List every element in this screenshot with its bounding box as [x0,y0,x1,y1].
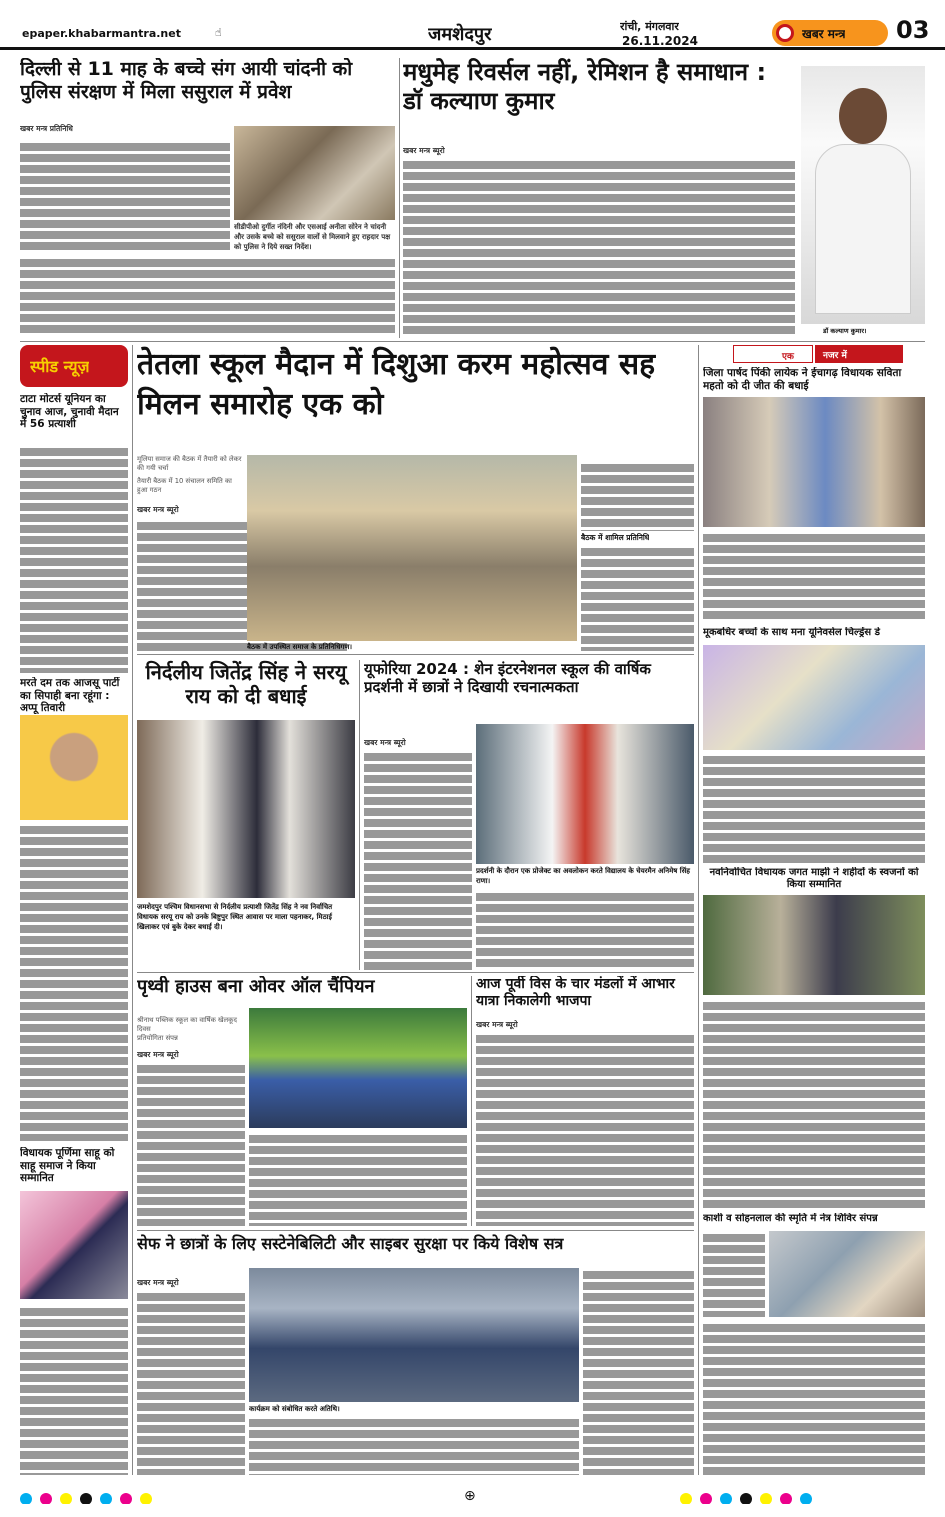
bullet-1: श्रीनाथ पब्लिक स्कूल का वार्षिक खेलकूद दिवस [137,1016,237,1033]
appu-tiwari-photo [20,715,128,820]
body-text-2 [20,256,395,336]
dots-left [20,1490,160,1504]
r4-photo [769,1231,925,1317]
speed-body-3 [20,1305,128,1475]
photo-caption: सीडीपीओ दुर्गीत नंदिनी और एसआई अनीता सोरेन ने चांदनी और उसके बच्चे को ससुराल वालों से मिलवाने हुए राह़दार पक्ष को पुलिस ने दिये सख्त निर्देश। [234,223,391,251]
r1-photo [703,397,925,527]
byline: खबर मन्त्र ब्यूरो [403,146,445,155]
edition-name: जमशेदपुर [428,24,492,45]
body-text [476,1032,694,1226]
felicitation-photo [137,720,355,898]
masthead [0,0,945,50]
body-text-2 [249,1416,579,1475]
speed-news [20,345,128,1475]
body-right [581,461,694,531]
headline: मधुमेह रिवर्सल नहीं, रेमिशन है समाधान : डॉ कल्याण कुमार [403,58,767,115]
body-text [137,1062,245,1226]
speed-headline-1: टाटा मोटर्स यूनियन का चुनाव आज, चुनावी मैदान में 56 प्रत्याशी [20,393,119,431]
headline: निर्दलीय जितेंद्र सिंह ने सरयू राय को दी बधाई [145,660,347,708]
brand-pill [772,20,888,46]
headline: पृथ्वी हाउस बना ओवर ऑल चैंपियन [137,976,375,997]
right-column [703,345,925,1475]
photo-caption: प्रदर्शनी के दौरान एक प्रोजेक्ट का अवलोकन करते विद्यालय के चेयरमैन अनिमेष सिंह राणा। [476,867,691,885]
purnima-sahu-photo [20,1191,128,1299]
registration-mark-icon: ⊕ [464,1488,476,1504]
speed-headline-2: मरते दम तक आजसू पार्टी का सिपाही बना रहूंगा : अप्पू तिवारी [20,677,120,715]
tag-b: नजर में [815,345,903,363]
body-text-2 [476,890,694,970]
article-bjp-yatra [476,976,694,1226]
dots-right [680,1490,820,1504]
doctor-caption: डॉ कल्याण कुमार। [823,327,867,335]
speed-headline-3: विधायक पूर्णिमा साहू को साहू समाज ने किया सम्मानित [20,1147,115,1185]
headline: तेतला स्कूल मैदान में दिशुआ करम महोत्सव सह मिलन समारोह एक को [137,347,656,422]
city-day: रांची, मंगलवार [620,20,679,33]
headline: सेफ ने छात्रों के लिए सस्टेनेबिलिटी और साइबर सुरक्षा पर किये विशेष सत्र [137,1234,564,1253]
byline: खबर मन्त्र प्रतिनिधि [20,124,73,133]
photo-caption: जमशेदपुर पश्चिम विधानसभा से निर्दलीय प्रत्याशी जितेंद्र सिंह ने नव निर्वाचित विधायक सरयू राय को उनके बिष्टुपुर स्थित आवास पर माला पहनाकर, मिठाई खिलाकर एवं बुके देकर बधाई दी। [137,903,333,931]
page-number: 03 [896,16,930,44]
sports-photo [249,1008,467,1128]
r1-body [703,531,925,621]
article-karam [137,345,694,651]
r1-headline: जिला पार्षद पिंकी लायेक ने ईचागढ़ विधायक सविता महतो को दी जीत की बधाई [703,367,902,392]
speed-label: स्पीड न्यूज़ [20,345,128,387]
article-diabetes [403,58,925,338]
photo-caption: बैठक में उपस्थित समाज के प्रतिनिधिगण। [247,643,353,651]
body-text [137,1290,245,1475]
r4-body [703,1321,925,1475]
article-jitendra [137,660,355,970]
r2-headline: मूकबधिर बच्चों के साथ मना यूनिवर्सल चिल्ड्रेंस डे [703,627,880,638]
meeting-photo [247,455,577,641]
bullets [137,1016,242,1043]
speed-body-1 [20,445,128,673]
doctor-photo [801,66,925,324]
body-text [364,750,472,970]
bullet-1: मूलिया समाज की बैठक में तैयारी को लेकर की गयी चर्चा [137,455,242,472]
r4-headline: काशी व सोहनलाल की स्मृति में नेत्र शिविर संपन्न [703,1213,878,1224]
headline: आज पूर्वी विस के चार मंडलों में आभार यात्रा निकालेगी भाजपा [476,976,675,1009]
ek-nazar-label [733,345,903,363]
exhibition-photo [476,724,694,864]
article-prithvi-house [137,976,467,1226]
tag-a: एक [733,345,813,363]
r4-body-top [703,1231,765,1317]
r2-body [703,753,925,863]
article-safe [137,1234,694,1475]
body-text-3 [583,1268,694,1475]
bullets [137,455,242,495]
doctor-coat [815,144,911,314]
article-euphoria [364,660,694,970]
byline: खबर मन्त्र ब्यूरो [137,1050,179,1059]
body-text [20,140,230,252]
article-chandni [20,58,395,338]
headline: यूफोरिया 2024 : शेन इंटरनेशनल स्कूल की वार्षिक प्रदर्शनी में छात्रों ने दिखायी रचनात्मकता [364,660,651,696]
byline: खबर मन्त्र ब्यूरो [476,1020,518,1029]
r3-body [703,999,925,1209]
r2-photo [703,645,925,750]
byline: खबर मन्त्र ब्यूरो [137,1278,179,1287]
body-right-2 [581,545,694,651]
police-photo [234,126,395,220]
students-photo [249,1268,579,1402]
body-text [403,158,795,336]
r3-photo [703,895,925,995]
site-url[interactable]: epaper.khabarmantra.net [22,27,181,40]
headline: दिल्ली से 11 माह के बच्चे संग आयी चांदनी को पुलिस संरक्षण में मिला ससुराल में प्रवेश [20,58,353,103]
brand-logo-icon [776,24,794,42]
subhead: बैठक में शामिल प्रतिनिधि [581,533,650,542]
brand-name: खबर मन्त्र [802,27,846,41]
issue-date: 26.11.2024 [622,34,698,48]
photo-caption: कार्यक्रम को संबोधित करते अतिथि। [249,1405,340,1413]
byline: खबर मन्त्र ब्यूरो [364,738,406,747]
bullet-2: प्रतियोगिता संपन्न [137,1034,178,1042]
body-text-2 [249,1132,467,1226]
byline: खबर मन्त्र ब्यूरो [137,505,179,514]
bullet-2: तैयारी बैठक में 10 संचालन समिति का हुआ गठन [137,477,232,494]
cursor-icon: ☝ [215,26,222,39]
footer-color-bar [20,1488,925,1504]
doctor-head [839,88,887,144]
speed-body-2 [20,823,128,1141]
r3-headline: नवनिर्वाचित विधायक जगत माझी ने शहीदों के स्वजनों को किया सम्मानित [709,867,919,890]
